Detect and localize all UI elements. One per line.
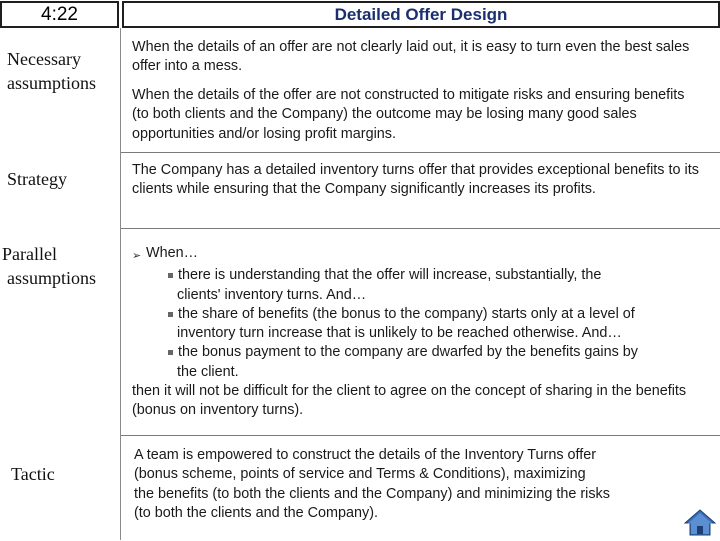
label-parallel-line1: Parallel — [2, 244, 57, 264]
tactic-line2: (bonus scheme, points of service and Terms & Conditions), maximizing — [134, 466, 586, 483]
square-bullet-icon — [168, 350, 173, 355]
sub-bullet-1-line1: there is understanding that the offer will increase, substantially, the — [178, 267, 602, 284]
sub-bullet-3-line2: the client. — [177, 363, 239, 380]
label-necessary-line1: Necessary — [7, 49, 81, 69]
parallel-text — [132, 244, 712, 421]
sub-bullet-1-line2: clients' inventory turns. And… — [177, 286, 367, 303]
necessary-para2-text: When the details of the offer are not constructed to mitigate risks and ensuring benefits (to both clients and the Company) the outcome may be losing many good sales opportunities and/or losing profit margins. — [132, 87, 685, 142]
tactic-line3: the benefits (to both the clients and the Company) and minimizing the risks — [134, 485, 610, 502]
sub-bullet-2-line1: the share of benefits (the bonus to the company) starts only at a level of — [178, 305, 635, 322]
label-strategy: Strategy — [7, 169, 67, 189]
strategy-text-body: The Company has a detailed inventory turns offer that provides exceptional benefits to its clients while ensuring that the Company significantly increases its profits. — [132, 162, 699, 198]
necessary-para2 — [132, 86, 704, 144]
sub-bullet-2-line2: inventory turn increase that is unlikely to be reached otherwise. And… — [177, 325, 622, 342]
necessary-para1-text: When the details of an offer are not clearly laid out, it is easy to turn even the best sales offer into a mess. — [132, 39, 690, 75]
label-parallel-assumptions — [2, 242, 96, 290]
arrow-bullet-icon: ➢ — [132, 250, 142, 262]
row-divider-1 — [121, 152, 720, 153]
slide-number — [0, 1, 119, 28]
label-parallel-line2: assumptions — [7, 268, 97, 288]
sub-bullet-3 — [132, 343, 712, 382]
when-bullet — [132, 244, 712, 266]
strategy-text — [132, 161, 704, 200]
tactic-line4: (to both the clients and the Company). — [134, 504, 378, 521]
row-divider-3 — [121, 435, 720, 436]
square-bullet-icon — [168, 312, 173, 317]
home-button[interactable] — [684, 508, 716, 536]
sub-bullet-3-line1: the bonus payment to the company are dwarfed by the benefits gains by — [178, 344, 638, 361]
left-column-divider — [120, 28, 121, 540]
tactic-line1: A team is empowered to construct the details of the Inventory Turns offer — [134, 447, 597, 463]
home-icon — [684, 508, 716, 536]
label-tactic: Tactic — [11, 464, 55, 484]
slide-title-text: Detailed Offer Design — [334, 4, 508, 24]
label-necessary-assumptions — [7, 47, 96, 95]
parallel-conclusion: then it will not be difficult for the client to agree on the concept of sharing in the benefits (bonus on inventory turns). — [132, 383, 687, 419]
slide-title — [122, 1, 720, 28]
necessary-para1 — [132, 38, 704, 77]
slide-number-text: 4:22 — [41, 3, 78, 25]
tactic-text — [134, 446, 704, 523]
sub-bullet-1 — [132, 266, 712, 305]
sub-bullet-2 — [132, 305, 712, 344]
square-bullet-icon — [168, 273, 173, 278]
label-necessary-line2: assumptions — [7, 73, 97, 93]
row-divider-2 — [121, 228, 720, 229]
when-text: When… — [146, 245, 198, 261]
